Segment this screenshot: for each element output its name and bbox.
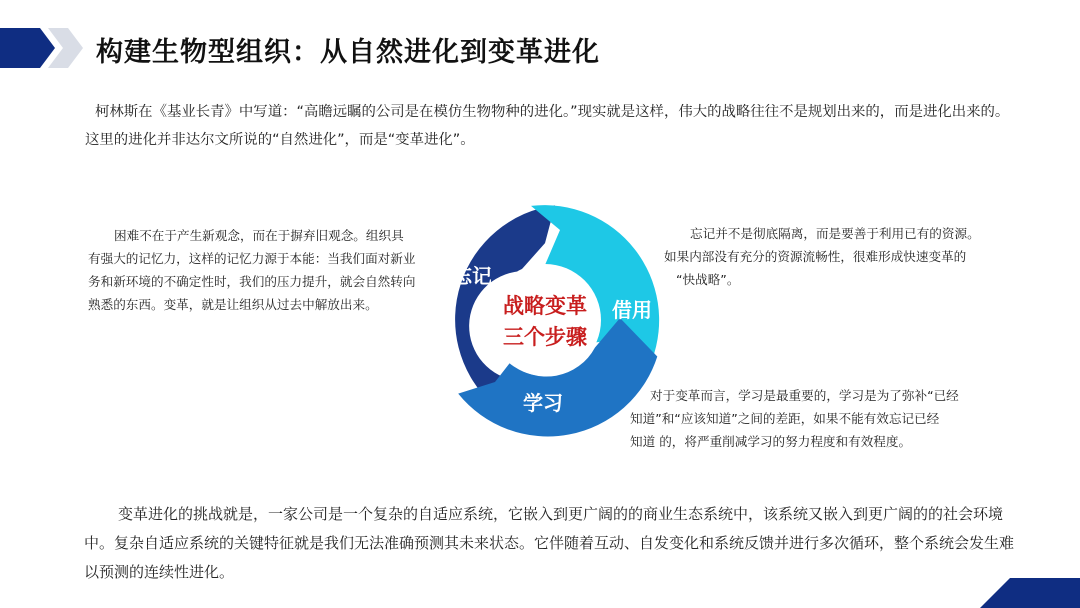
step-forget-label: 忘记 xyxy=(452,264,492,288)
note-learn-line: 知道”和“应该知道”之间的差距，如果不能有效忘记已经 xyxy=(630,411,940,426)
corner-decoration xyxy=(960,578,1080,608)
note-learn xyxy=(630,384,1010,453)
center-line2: 三个步骤 xyxy=(503,325,587,349)
note-borrow-line: 如果内部没有充分的资源流畅性，很难形成快速变革的 xyxy=(664,249,967,264)
center-circle xyxy=(489,264,601,376)
note-borrow-line: “快战略”。 xyxy=(676,272,740,287)
note-borrow-line: 忘记并不是彻底隔离，而是要善于利用已有的资源。 xyxy=(690,226,980,241)
step-borrow-label: 借用 xyxy=(612,298,652,322)
page-title: 构建生物型组织：从自然进化到变革进化 xyxy=(96,37,600,68)
title-banner-arrow xyxy=(0,28,95,68)
note-borrow xyxy=(664,222,1004,291)
note-learn-line: 对于变革而言，学习是最重要的，学习是为了弥补“已经 xyxy=(650,388,959,403)
step-learn-label: 学习 xyxy=(523,391,563,415)
strategy-cycle-diagram xyxy=(415,190,675,450)
note-learn-line: 知道 的，将严重削减学习的努力程度和有效程度。 xyxy=(630,434,912,449)
outro-paragraph: 变革进化的挑战就是，一家公司是一个复杂的自适应系统，它嵌入到更广阔的的商业生态系统中，该系统又嵌入到更广阔的的社会环境中。复杂自适应系统的关键特征就是我们无法准确预测其未来状态。它伴随着互动、自发变化和系统反馈并进行多次循环，整个系统会发生难以预测的连续性进化。 xyxy=(84,505,1015,581)
center-line1: 战略变革 xyxy=(503,294,587,318)
intro-paragraph: 柯林斯在《基业长青》中写道：“高瞻远瞩的公司是在模仿生物物种的进化。”现实就是这样，伟大的战略往往不是规划出来的，而是进化出来的。这里的进化并非达尔文所说的“自然进化”，而是“变革进化”。 xyxy=(85,104,1010,148)
note-forget: 困难不在于产生新观念，而在于摒弃旧观念。组织具有强大的记忆力，这样的记忆力源于本能：当我们面对新业务和新环境的不确定性时，我们的压力提升，就会自然转向熟悉的东西。变革，就是让组织从过去中解放出来。 xyxy=(88,228,416,312)
